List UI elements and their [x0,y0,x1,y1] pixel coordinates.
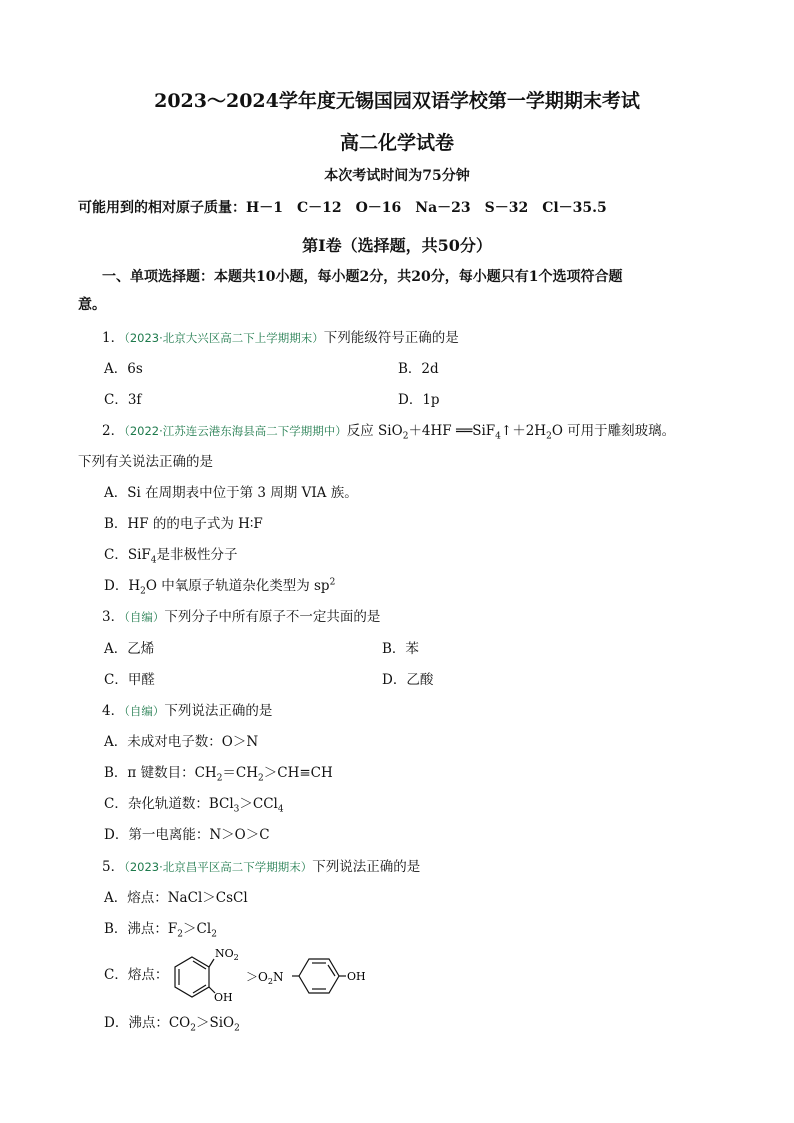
subscript: 3 [233,804,240,815]
section-instruction-cont: 意。 [78,297,106,313]
exam-title: 2023～2024学年度无锡国园双语学校第一学期期末考试 [154,90,640,112]
no2-label: $NO_2$ [215,947,239,962]
option-b [104,917,217,940]
subscript: 2 [211,929,217,940]
option-c: C．3f [104,392,142,408]
option-text: ＞Cl [183,921,212,937]
option-a: A．熔点：NaCl＞CsCl [104,890,248,906]
question-number: 5． [102,859,125,875]
subscript: 4 [150,555,157,566]
oh-label: OH [214,991,233,1001]
option-c [104,543,238,566]
option-d [104,1011,240,1034]
double-bond [193,961,206,969]
option-a: A．6s [104,361,143,377]
question-stem: 下列说法正确的是 [164,703,273,719]
subscript: 4 [495,431,501,442]
option-c [104,792,284,815]
question-source: （2023·北京大兴区高二下上学期期末） [124,331,324,345]
question-number: 2． [102,423,125,439]
question-1 [102,326,459,346]
option-b: B．HF 的的电子式为 H∶F [104,516,263,532]
bond-no2 [209,959,214,967]
subscript: 4 [277,804,284,815]
ortho-nitrophenol-structure [175,957,215,997]
question-stem: 下列分子中所有原子不一定共面的是 [164,609,381,625]
para-nitrophenol-structure [292,959,346,993]
option-text: ＞SiO [195,1015,235,1031]
question-2 [102,419,675,442]
option-a: A．乙烯 [104,641,155,657]
question-stem: 反应 SiO [346,423,403,439]
option-text: D．沸点：CO [104,1015,191,1031]
time-note: 本次考试时间为75分钟 [324,168,470,184]
option-d: D．乙酸 [382,672,434,688]
structure-diagram [168,943,428,1001]
gt-o2n-label: $>O_2N$ [246,970,284,986]
option-text: B．π 键数目：CH [104,765,217,781]
question-4 [102,699,272,719]
question-number: 4． [102,703,125,719]
question-source: （2022·江苏连云港东海县高二下学期期中） [124,424,347,438]
option-d [104,574,335,597]
option-b [104,761,333,784]
option-text: ＞CCl [239,796,278,812]
option-a: A．未成对电子数：O＞N [104,734,259,750]
question-stem: O 可用于雕刻玻璃。 [551,423,676,439]
benzene-ring [299,959,339,993]
subscript: 2 [258,773,264,784]
question-source: （自编） [124,704,165,718]
double-bond [193,985,206,993]
option-d: D．1p [398,392,440,408]
option-text: C．杂化轨道数：BCl [104,796,234,812]
question-stem: ↑＋2H [500,423,547,439]
subscript: 2 [234,1023,240,1034]
superscript: 2 [329,577,336,588]
section-instruction: 一、单项选择题：本题共10小题，每小题2分，共20分，每小题只有1个选项符合题 [102,269,623,285]
option-text: B．沸点：F [104,921,178,937]
oh-label: OH [347,970,366,983]
question-3 [102,605,380,625]
option-text: ＞CH≡CH [263,765,333,781]
atomic-mass-note: 可能用到的相对原子质量：H－1 C－12 O－16 Na－23 S－32 Cl－35.5 [78,200,607,216]
option-b: B．苯 [382,641,419,657]
question-stem: 下列能级符号正确的是 [323,330,459,346]
question-5 [102,855,420,875]
option-text: D．H [104,578,141,594]
option-c: C．甲醛 [104,672,155,688]
exam-subtitle: 高二化学试卷 [339,132,454,154]
question-source: （自编） [124,610,165,624]
option-a: A．Si 在周期表中位于第 3 周期 VIA 族。 [104,485,358,501]
subscript: 2 [190,1023,196,1034]
option-b: B．2d [398,361,439,377]
subscript: 2 [216,773,223,784]
question-stem: 下列说法正确的是 [312,859,421,875]
section-title: 第Ⅰ卷（选择题，共50分） [302,236,492,255]
subscript: 2 [140,586,146,597]
question-stem: ＋4HF ══SiF [408,423,496,439]
benzene-ring [175,957,209,997]
question-source: （2023·北京昌平区高二下学期期末） [124,860,313,874]
subscript: 2 [402,431,409,442]
subscript: 2 [546,431,552,442]
option-text: O 中氧原子轨道杂化类型为 sp [145,578,330,594]
option-text: 是非极性分子 [156,547,238,563]
question-number: 3． [102,609,125,625]
option-text: C．SiF [104,547,151,563]
subscript: 2 [177,929,184,940]
option-c-label: C．熔点： [104,967,169,983]
option-d: D．第一电离能：N＞O＞C [104,827,270,843]
option-text: ＝CH [222,765,259,781]
question-number: 1． [102,330,125,346]
question-stem-2: 下列有关说法正确的是 [78,454,213,470]
